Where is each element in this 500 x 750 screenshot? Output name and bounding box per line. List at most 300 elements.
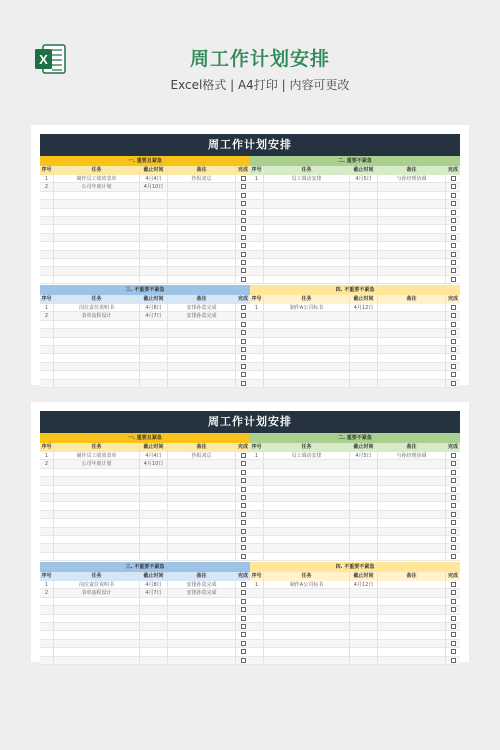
cell-done — [446, 519, 460, 526]
checkbox-icon[interactable] — [241, 381, 246, 386]
table-row — [250, 536, 460, 544]
cell-no: 2 — [40, 460, 54, 467]
checkbox-icon[interactable] — [241, 590, 246, 595]
cell-date — [350, 192, 378, 199]
checkbox-icon[interactable] — [241, 355, 246, 360]
column-header-row — [40, 166, 250, 175]
cell-note — [378, 536, 446, 543]
checkbox-icon[interactable] — [451, 632, 456, 637]
checkbox-icon[interactable] — [241, 461, 246, 466]
cell-task — [54, 225, 140, 232]
column-header-row — [250, 295, 460, 304]
cell-done — [446, 267, 460, 274]
cell-task — [264, 640, 350, 647]
cell-date — [140, 657, 168, 664]
cell-date — [140, 217, 168, 224]
cell-note — [168, 615, 236, 622]
cell-note — [378, 581, 446, 588]
checkbox-icon[interactable] — [241, 554, 246, 559]
checkbox-icon[interactable] — [451, 372, 456, 377]
checkbox-icon[interactable] — [241, 529, 246, 534]
cell-task: 员工调动安排 — [264, 452, 350, 459]
cell-no — [40, 338, 54, 345]
checkbox-icon[interactable] — [451, 529, 456, 534]
checkbox-icon[interactable] — [241, 339, 246, 344]
cell-note — [168, 494, 236, 501]
checkbox-icon[interactable] — [241, 243, 246, 248]
cell-note — [168, 477, 236, 484]
table-row — [40, 469, 250, 477]
cell-task — [264, 477, 350, 484]
checkbox-icon[interactable] — [451, 243, 456, 248]
column-header-row — [250, 443, 460, 452]
excel-icon — [33, 42, 67, 76]
cell-task — [264, 511, 350, 518]
cell-no — [40, 321, 54, 328]
checkbox-icon[interactable] — [241, 330, 246, 335]
column-header-row — [40, 572, 250, 581]
column-header-row — [250, 572, 460, 581]
cell-task — [264, 267, 350, 274]
cell-no — [40, 553, 54, 560]
checkbox-icon[interactable] — [241, 624, 246, 629]
checkbox-icon[interactable] — [451, 495, 456, 500]
checkbox-icon[interactable] — [241, 201, 246, 206]
checkbox-icon[interactable] — [241, 252, 246, 257]
checkbox-icon[interactable] — [451, 355, 456, 360]
table-row — [250, 175, 460, 183]
checkbox-icon[interactable] — [451, 364, 456, 369]
cell-date — [350, 606, 378, 613]
table-row — [250, 371, 460, 379]
cell-done — [446, 251, 460, 258]
checkbox-icon[interactable] — [451, 616, 456, 621]
checkbox-icon[interactable] — [241, 537, 246, 542]
checkbox-icon[interactable] — [451, 487, 456, 492]
cell-task — [264, 200, 350, 207]
table-row — [250, 519, 460, 527]
checkbox-icon[interactable] — [451, 260, 456, 265]
checkbox-icon[interactable] — [451, 193, 456, 198]
checkbox-icon[interactable] — [451, 512, 456, 517]
cell-note — [378, 371, 446, 378]
cell-task: 岗位责任说明书 — [54, 581, 140, 588]
cell-task — [54, 606, 140, 613]
cell-done — [446, 304, 460, 311]
cell-done — [236, 200, 250, 207]
col-task: 任务 — [264, 166, 350, 175]
cell-note — [378, 200, 446, 207]
checkbox-icon[interactable] — [241, 305, 246, 310]
cell-date — [350, 276, 378, 283]
cell-task — [54, 346, 140, 353]
checkbox-icon[interactable] — [241, 260, 246, 265]
cell-done — [236, 259, 250, 266]
checkbox-icon[interactable] — [451, 184, 456, 189]
cell-date — [140, 502, 168, 509]
cell-no — [40, 225, 54, 232]
cell-task — [54, 657, 140, 664]
cell-note — [378, 606, 446, 613]
cell-date — [350, 312, 378, 319]
quadrant-label: 四. 不重要不紧急 — [250, 562, 460, 572]
checkbox-icon[interactable] — [451, 470, 456, 475]
cell-task — [264, 371, 350, 378]
task-rows — [250, 581, 460, 665]
checkbox-icon[interactable] — [451, 339, 456, 344]
cell-note — [168, 276, 236, 283]
checkbox-icon[interactable] — [241, 347, 246, 352]
cell-date — [140, 511, 168, 518]
checkbox-icon[interactable] — [451, 252, 456, 257]
checkbox-icon[interactable] — [451, 381, 456, 386]
table-row — [250, 477, 460, 485]
cell-date: 4月4日 — [140, 175, 168, 182]
cell-done — [446, 469, 460, 476]
cell-task — [54, 528, 140, 535]
cell-date — [140, 338, 168, 345]
checkbox-icon[interactable] — [241, 176, 246, 181]
cell-task — [54, 477, 140, 484]
checkbox-icon[interactable] — [451, 347, 456, 352]
table-row — [40, 276, 250, 284]
table-row — [40, 267, 250, 275]
cell-note — [168, 606, 236, 613]
table-row — [250, 544, 460, 552]
table-row — [40, 486, 250, 494]
cell-note — [168, 329, 236, 336]
checkbox-icon[interactable] — [451, 305, 456, 310]
col-task: 任务 — [264, 295, 350, 304]
cell-no — [40, 267, 54, 274]
cell-done — [236, 304, 250, 311]
cell-done — [236, 217, 250, 224]
checkbox-icon[interactable] — [241, 193, 246, 198]
cell-no — [40, 209, 54, 216]
task-rows — [40, 581, 250, 665]
quadrant-label: 二. 重要不紧急 — [250, 156, 460, 166]
cell-task — [264, 598, 350, 605]
checkbox-icon[interactable] — [241, 641, 246, 646]
checkbox-icon[interactable] — [451, 590, 456, 595]
cell-note — [378, 553, 446, 560]
cell-no — [250, 251, 264, 258]
cell-no — [250, 486, 264, 493]
cell-date — [350, 502, 378, 509]
cell-task — [264, 183, 350, 190]
cell-done — [446, 354, 460, 361]
cell-note — [168, 267, 236, 274]
cell-done — [236, 469, 250, 476]
checkbox-icon[interactable] — [241, 453, 246, 458]
cell-note — [378, 312, 446, 319]
cell-date — [140, 354, 168, 361]
col-no: 序号 — [250, 443, 264, 452]
cell-no — [250, 494, 264, 501]
checkbox-icon[interactable] — [451, 520, 456, 525]
checkbox-icon[interactable] — [451, 176, 456, 181]
cell-task — [264, 329, 350, 336]
checkbox-icon[interactable] — [451, 322, 456, 327]
cell-task: 表单流程设计 — [54, 312, 140, 319]
cell-note — [378, 276, 446, 283]
cell-task — [54, 486, 140, 493]
table-row — [250, 623, 460, 631]
col-note: 备注 — [168, 295, 236, 304]
checkbox-icon[interactable] — [241, 658, 246, 663]
cell-note — [168, 460, 236, 467]
cell-date — [140, 553, 168, 560]
checkbox-icon[interactable] — [451, 218, 456, 223]
table-row — [250, 460, 460, 468]
cell-note — [378, 598, 446, 605]
cell-note — [378, 380, 446, 387]
checkbox-icon[interactable] — [451, 313, 456, 318]
cell-done — [236, 589, 250, 596]
checkbox-icon[interactable] — [241, 372, 246, 377]
column-header-row — [250, 166, 460, 175]
cell-no: 1 — [40, 175, 54, 182]
cell-done — [236, 528, 250, 535]
cell-no — [40, 276, 54, 283]
cell-task — [264, 363, 350, 370]
cell-date — [140, 486, 168, 493]
table-row — [250, 321, 460, 329]
cell-no — [40, 631, 54, 638]
checkbox-icon[interactable] — [241, 616, 246, 621]
table-row — [250, 242, 460, 250]
checkbox-icon[interactable] — [241, 495, 246, 500]
cell-no — [250, 598, 264, 605]
cell-done — [446, 511, 460, 518]
checkbox-icon[interactable] — [451, 658, 456, 663]
checkbox-icon[interactable] — [241, 470, 246, 475]
checkbox-icon[interactable] — [451, 277, 456, 282]
table-row — [40, 623, 250, 631]
cell-no — [40, 217, 54, 224]
cell-task — [54, 251, 140, 258]
table-row — [40, 511, 250, 519]
cell-task — [54, 267, 140, 274]
cell-no — [250, 657, 264, 664]
table-row — [250, 304, 460, 312]
checkbox-icon[interactable] — [241, 632, 246, 637]
cell-task — [54, 598, 140, 605]
checkbox-icon[interactable] — [241, 478, 246, 483]
checkbox-icon[interactable] — [241, 226, 246, 231]
checkbox-icon[interactable] — [451, 624, 456, 629]
cell-done — [236, 192, 250, 199]
cell-note — [378, 209, 446, 216]
table-row — [250, 251, 460, 259]
cell-note — [168, 225, 236, 232]
cell-no — [40, 477, 54, 484]
cell-date — [350, 544, 378, 551]
cell-note — [168, 200, 236, 207]
table-row — [250, 606, 460, 614]
cell-no — [40, 200, 54, 207]
cell-note — [168, 363, 236, 370]
cell-task — [54, 371, 140, 378]
checkbox-icon[interactable] — [241, 235, 246, 240]
checkbox-icon[interactable] — [451, 545, 456, 550]
checkbox-icon[interactable] — [451, 235, 456, 240]
cell-note — [378, 494, 446, 501]
cell-note — [168, 209, 236, 216]
cell-task — [264, 648, 350, 655]
checkbox-icon[interactable] — [451, 537, 456, 542]
checkbox-icon[interactable] — [241, 268, 246, 273]
cell-no — [40, 598, 54, 605]
cell-task: 公司年度计划 — [54, 460, 140, 467]
cell-date — [140, 615, 168, 622]
cell-task: 制作员工绩效表单 — [54, 175, 140, 182]
checkbox-icon[interactable] — [451, 461, 456, 466]
cell-task — [264, 225, 350, 232]
cell-no — [250, 338, 264, 345]
col-task: 任务 — [54, 572, 140, 581]
checkbox-icon[interactable] — [241, 512, 246, 517]
cell-no — [250, 259, 264, 266]
checkbox-icon[interactable] — [451, 554, 456, 559]
cell-date: 4月12日 — [350, 581, 378, 588]
checkbox-icon[interactable] — [451, 330, 456, 335]
table-row — [250, 312, 460, 320]
cell-done — [446, 363, 460, 370]
checkbox-icon[interactable] — [451, 210, 456, 215]
cell-done — [446, 200, 460, 207]
cell-date — [350, 200, 378, 207]
cell-no: 1 — [40, 581, 54, 588]
cell-date — [140, 606, 168, 613]
checkbox-icon[interactable] — [451, 201, 456, 206]
cell-task — [264, 486, 350, 493]
cell-date — [140, 209, 168, 216]
cell-date — [350, 477, 378, 484]
col-note: 备注 — [378, 443, 446, 452]
table-row — [250, 511, 460, 519]
column-header-row — [40, 443, 250, 452]
cell-note — [168, 192, 236, 199]
cell-done — [446, 371, 460, 378]
checkbox-icon[interactable] — [241, 582, 246, 587]
cell-task — [264, 354, 350, 361]
checkbox-icon[interactable] — [241, 277, 246, 282]
checkbox-icon[interactable] — [451, 582, 456, 587]
cell-note — [378, 234, 446, 241]
cell-date — [350, 469, 378, 476]
cell-task — [54, 354, 140, 361]
table-row — [250, 640, 460, 648]
sheet-title: 周工作计划安排 — [40, 411, 460, 433]
cell-date — [350, 536, 378, 543]
table-row — [40, 477, 250, 485]
checkbox-icon[interactable] — [241, 520, 246, 525]
cell-done — [236, 346, 250, 353]
table-row — [250, 589, 460, 597]
cell-no: 1 — [250, 304, 264, 311]
cell-done — [236, 536, 250, 543]
cell-note — [378, 225, 446, 232]
cell-done — [446, 606, 460, 613]
cell-no — [40, 544, 54, 551]
col-no: 序号 — [250, 295, 264, 304]
cell-date — [350, 460, 378, 467]
checkbox-icon[interactable] — [241, 364, 246, 369]
cell-task — [54, 380, 140, 387]
checkbox-icon[interactable] — [241, 599, 246, 604]
checkbox-icon[interactable] — [451, 453, 456, 458]
cell-done — [446, 225, 460, 232]
checkbox-icon[interactable] — [241, 218, 246, 223]
quadrant-bl — [40, 562, 250, 665]
cell-note — [168, 657, 236, 664]
cell-note — [168, 528, 236, 535]
cell-date — [350, 267, 378, 274]
cell-no — [40, 536, 54, 543]
cell-note — [168, 346, 236, 353]
cell-no — [40, 242, 54, 249]
cell-note: 与孙经理协调 — [378, 452, 446, 459]
cell-note — [378, 486, 446, 493]
checkbox-icon[interactable] — [451, 649, 456, 654]
col-done: 完成 — [237, 167, 248, 173]
cell-task — [54, 648, 140, 655]
cell-date — [350, 321, 378, 328]
cell-date — [350, 225, 378, 232]
table-row — [250, 200, 460, 208]
cell-note — [168, 519, 236, 526]
cell-no — [250, 217, 264, 224]
cell-date: 4月8日 — [140, 304, 168, 311]
cell-note — [168, 469, 236, 476]
checkbox-icon[interactable] — [241, 607, 246, 612]
checkbox-icon[interactable] — [241, 649, 246, 654]
cell-done — [236, 511, 250, 518]
cell-no — [250, 623, 264, 630]
checkbox-icon[interactable] — [451, 268, 456, 273]
svg-text:X: X — [39, 52, 48, 67]
checkbox-icon[interactable] — [451, 641, 456, 646]
checkbox-icon[interactable] — [451, 478, 456, 483]
sheet-title: 周工作计划安排 — [40, 134, 460, 156]
checkbox-icon[interactable] — [451, 226, 456, 231]
cell-date: 4月5日 — [350, 175, 378, 182]
checkbox-icon[interactable] — [241, 184, 246, 189]
checkbox-icon[interactable] — [241, 503, 246, 508]
cell-note: 安排孙莫完成 — [168, 304, 236, 311]
cell-note — [378, 528, 446, 535]
checkbox-icon[interactable] — [451, 599, 456, 604]
cell-task — [54, 469, 140, 476]
checkbox-icon[interactable] — [241, 313, 246, 318]
col-date: 截止时间 — [140, 166, 168, 175]
checkbox-icon[interactable] — [241, 487, 246, 492]
cell-task — [264, 544, 350, 551]
cell-no — [40, 657, 54, 664]
cell-done — [236, 251, 250, 258]
checkbox-icon[interactable] — [241, 545, 246, 550]
checkbox-icon[interactable] — [451, 607, 456, 612]
cell-no — [250, 321, 264, 328]
checkbox-icon[interactable] — [451, 503, 456, 508]
checkbox-icon[interactable] — [241, 322, 246, 327]
cell-task — [264, 657, 350, 664]
col-date: 截止时间 — [140, 295, 168, 304]
col-no: 序号 — [40, 572, 54, 581]
cell-done — [446, 640, 460, 647]
checkbox-icon[interactable] — [241, 210, 246, 215]
